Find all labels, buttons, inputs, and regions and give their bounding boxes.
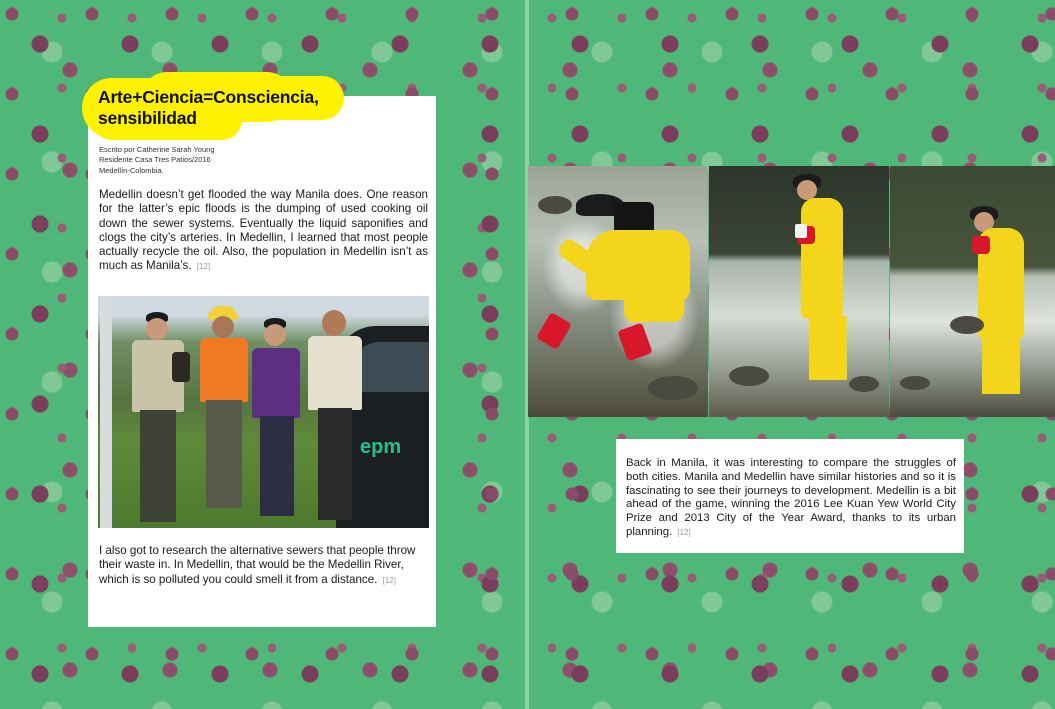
van-logo: epm: [360, 436, 402, 458]
paragraph-3: Back in Manila, it was interesting to compare the struggles of both cities. Manila and Medellin have similar histories and so it is fascinating to see their journeys to development. Medellin is a bit ahead of the game, winning the 2016 Lee Kuan Yew World City Prize and 2013 City of the Year Award, thanks to its urban planning. [12]: [626, 457, 956, 538]
byline-role: Residente Casa Tres Patios/2016: [99, 155, 211, 165]
article-title: Arte+Ciencia=Consciencia, sensibilidad: [98, 87, 319, 128]
river-photo-standing: [709, 166, 889, 417]
title-highlight: [82, 72, 344, 140]
citation-ref: [12]: [677, 527, 691, 537]
citation-ref: [12]: [382, 575, 396, 585]
river-photo-smelling: [890, 166, 1055, 417]
byline-author: Escrito por Catherine Sarah Young: [99, 145, 215, 154]
river-photo-crouching: [528, 166, 708, 417]
group-photo: [98, 296, 429, 528]
paragraph-2: I also got to research the alternative sewers that people throw their waste in. In Medellin, that would be the Medellin River, which is so polluted you could smell it from a distance. [12]: [99, 544, 416, 586]
citation-ref: [12]: [196, 262, 211, 272]
paragraph-1: Medellin doesn’t get flooded the way Manila does. One reason for the latter’s epic floods is the dumping of used cooking oil down the sewer systems. Eventually the liquid saponifies and clogs the city’s arteries. In Medellin, I learned that most people actually recycle the oil. Also, the population in Medellin isn’t as much as Manila’s. [12]: [99, 188, 428, 273]
street-pole: [100, 296, 112, 528]
byline-place: Medellín-Colombia.: [99, 165, 164, 175]
byline: [99, 145, 399, 176]
